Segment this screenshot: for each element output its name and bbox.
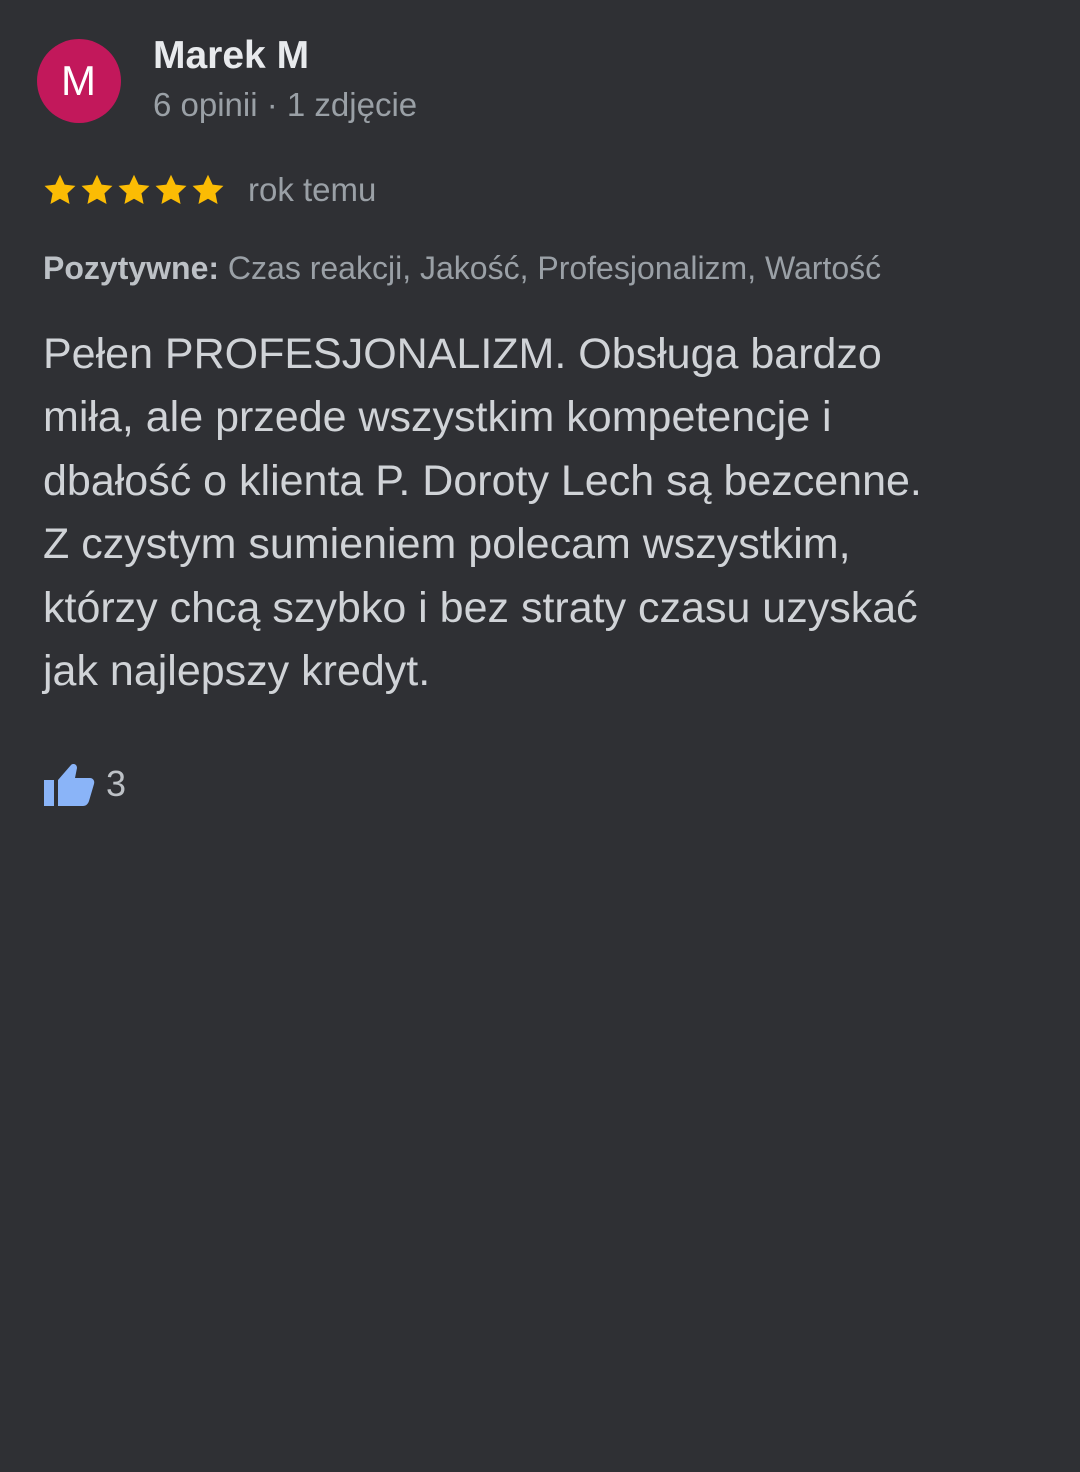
author-meta: 6 opinii · 1 zdjęcie: [153, 86, 418, 123]
star-icon: [153, 172, 189, 208]
rating-row: [42, 170, 376, 210]
star-icon: [42, 172, 78, 208]
review-text: [43, 323, 1043, 703]
positives-items: Czas reakcji, Jakość, Profesjonalizm, Wartość: [227, 250, 882, 286]
review-text-line: Z czystym sumieniem polecam wszystkim,: [43, 520, 851, 569]
positives-label: Pozytywne:: [43, 250, 220, 286]
review-text-line: miła, ale przede wszystkim kompetencje i: [43, 393, 832, 442]
star-icon: [116, 172, 152, 208]
positive-attributes: [43, 250, 881, 287]
avatar-initial: M: [61, 57, 97, 104]
review-text-line: Pełen PROFESJONALIZM. Obsługa bardzo: [43, 330, 882, 378]
star-icon: [79, 172, 115, 208]
thumb-up-icon: [44, 762, 95, 806]
avatar[interactable]: [37, 39, 121, 123]
review-text-line: dbałość o klienta P. Doroty Lech są bezcenne.: [43, 456, 922, 505]
review-text-line: którzy chcą szybko i bez straty czasu uzyskać: [43, 583, 918, 632]
star-rating: [42, 172, 226, 208]
like-count: 3: [106, 763, 127, 804]
star-icon: [190, 172, 226, 208]
review-text-line: jak najlepszy kredyt.: [43, 647, 431, 696]
author-name[interactable]: Marek M: [153, 34, 310, 77]
review-time: rok temu: [248, 171, 377, 208]
like-button[interactable]: [44, 762, 126, 806]
